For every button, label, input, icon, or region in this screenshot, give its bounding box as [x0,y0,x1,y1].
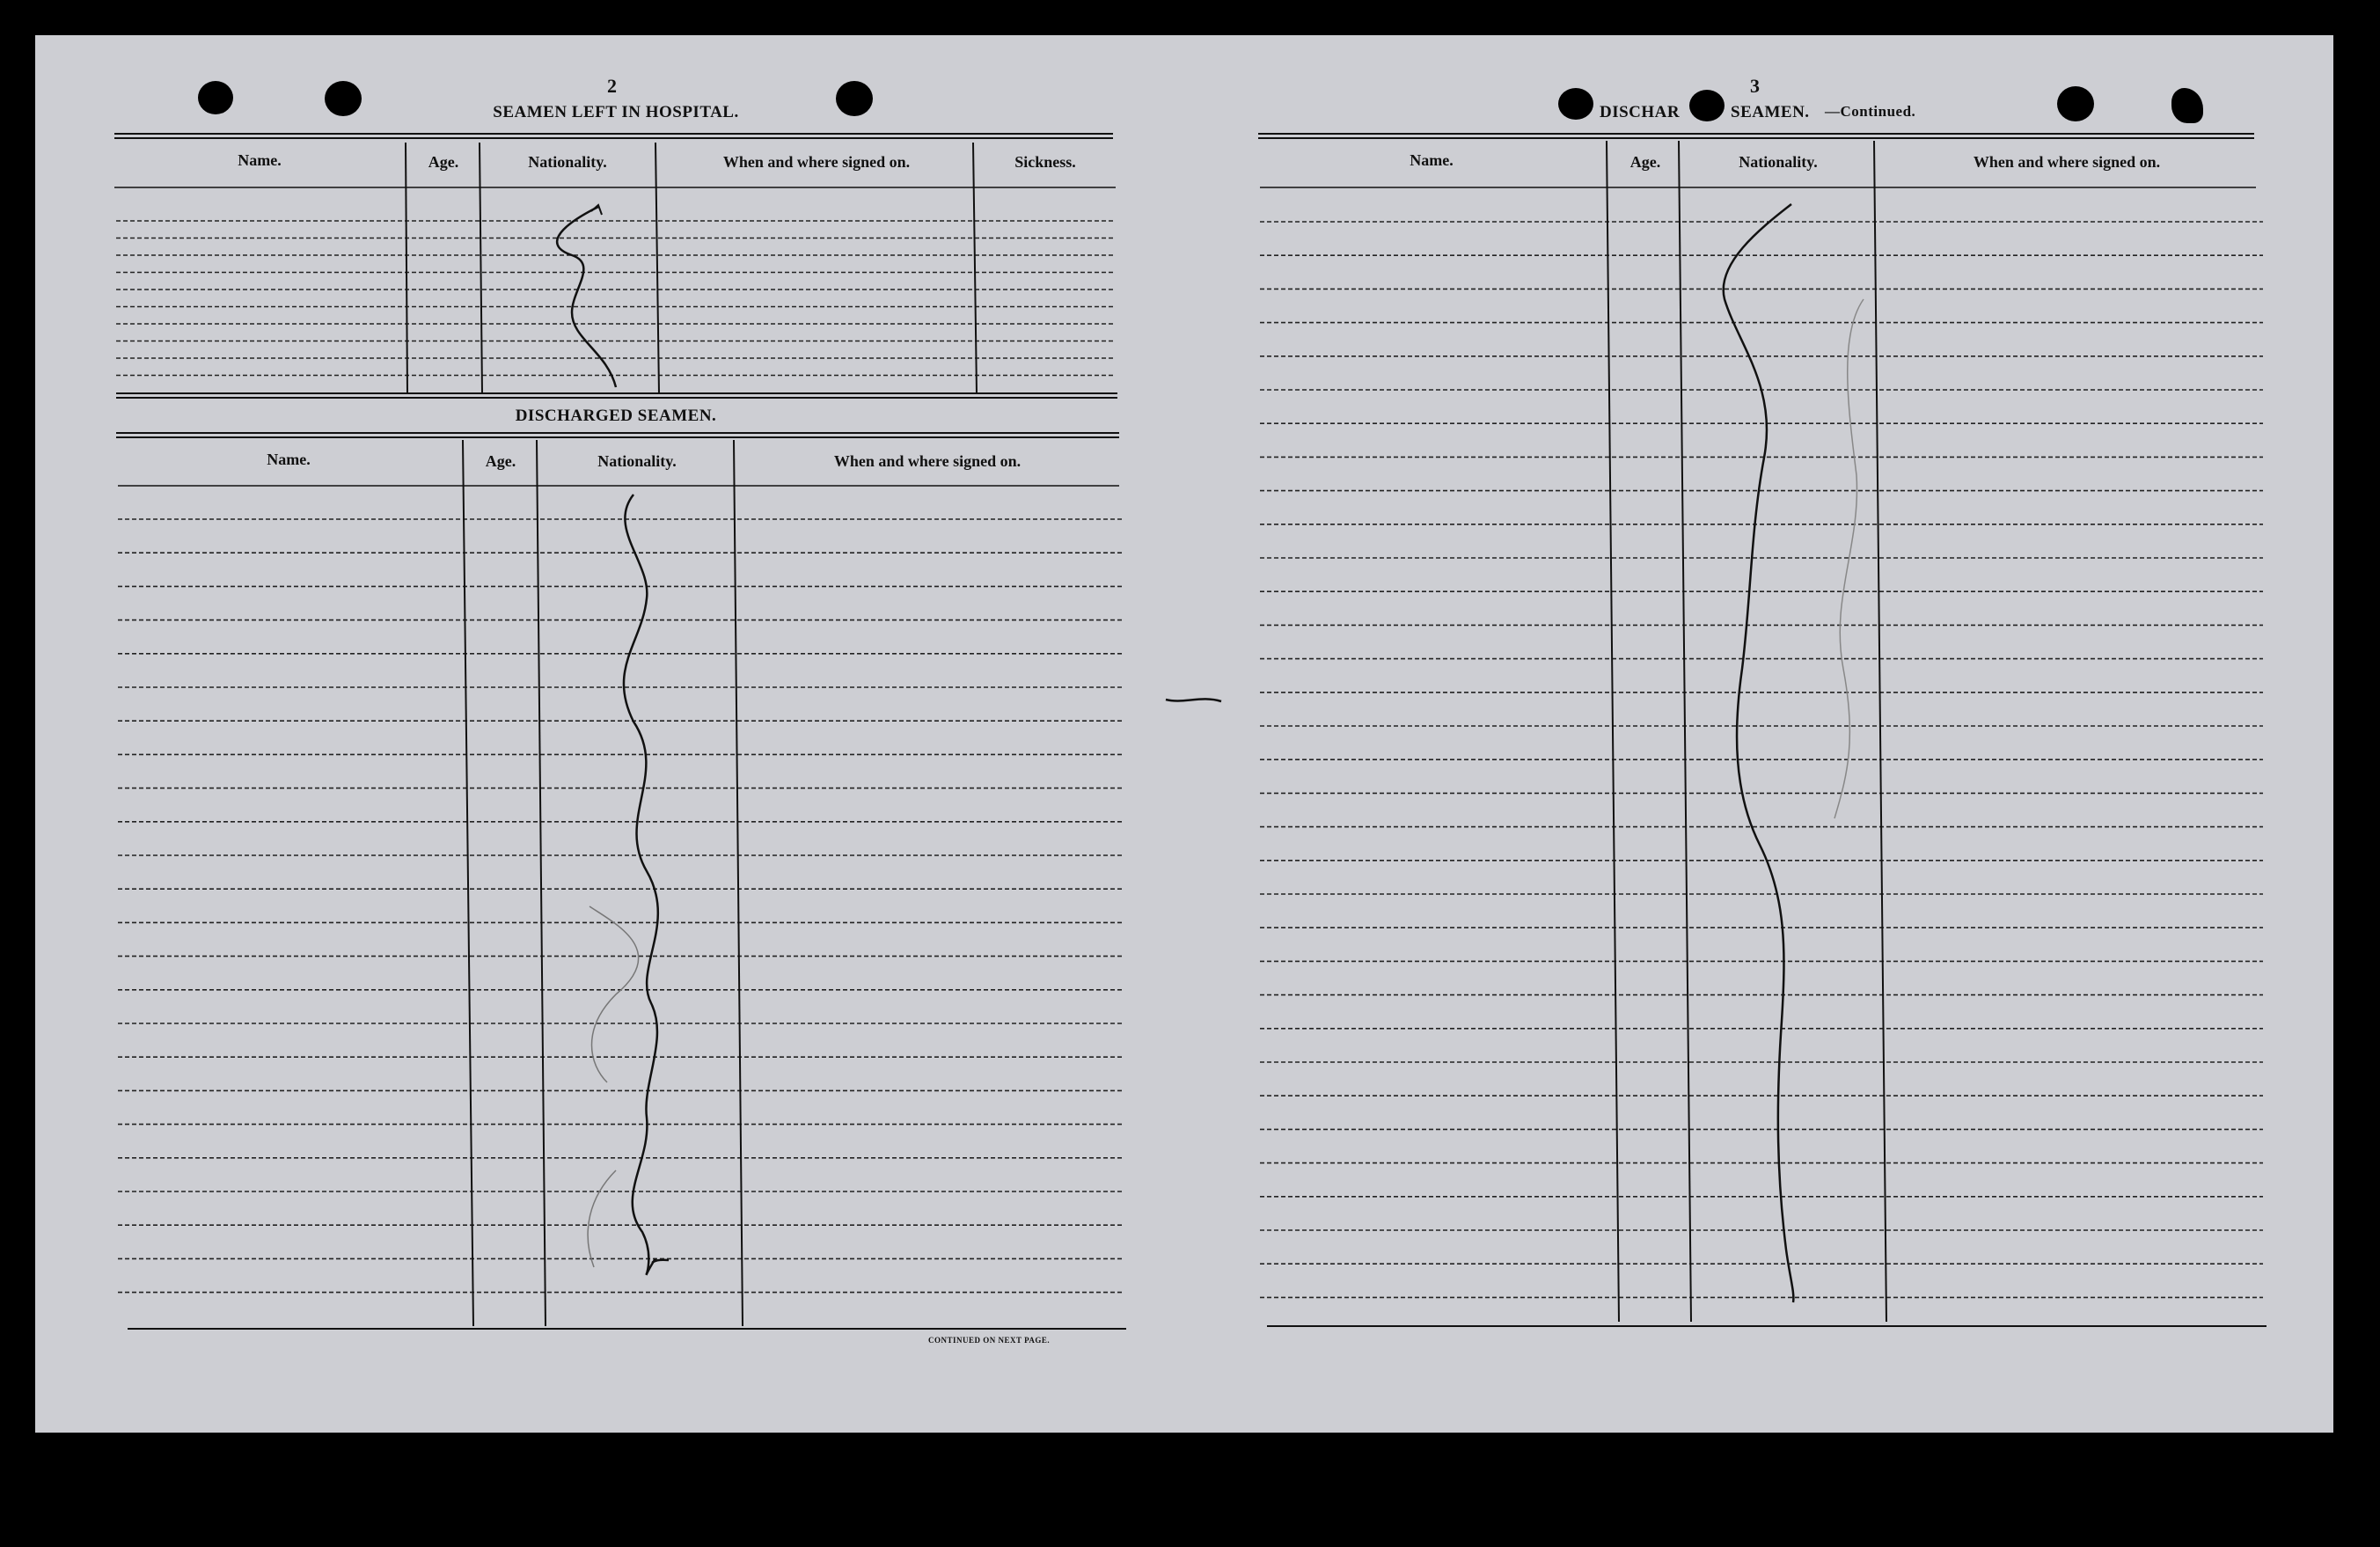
right-title-part2: SEAMEN. [1731,103,1810,121]
discharged-col-signed-on: When and where signed on. [833,452,1022,470]
right-title-continued: —Continued. [1825,103,1916,120]
hospital-col-nationality: Nationality. [528,153,607,171]
static-rules [114,134,2266,1329]
right-col-name: Name. [1410,151,1454,169]
right-col-age: Age. [1629,153,1661,171]
hospital-col-signed-on: When and where signed on. [722,153,911,171]
right-title-part1: DISCHAR [1600,103,1681,121]
discharged-col-name: Name. [267,451,311,468]
hospital-section-title: SEAMEN LEFT IN HOSPITAL. [493,103,739,121]
discharged-col-age: Age. [485,452,516,470]
page-number-left: 2 [607,75,617,97]
hospital-col-age: Age. [428,153,459,171]
discharged-section-title: DISCHARGED SEAMEN. [515,407,717,425]
right-col-signed-on: When and where signed on. [1973,153,2161,171]
hospital-rows [116,221,1116,376]
continued-note: CONTINUED ON NEXT PAGE. [928,1336,1051,1345]
hospital-col-sickness: Sickness. [1014,153,1076,171]
right-col-nationality: Nationality. [1739,153,1818,171]
discharged-rows [118,519,1124,1293]
right-page-rows [1260,222,2263,1297]
hospital-col-name: Name. [238,151,282,169]
discharged-col-nationality: Nationality. [597,452,677,470]
page-number-right: 3 [1750,75,1760,97]
